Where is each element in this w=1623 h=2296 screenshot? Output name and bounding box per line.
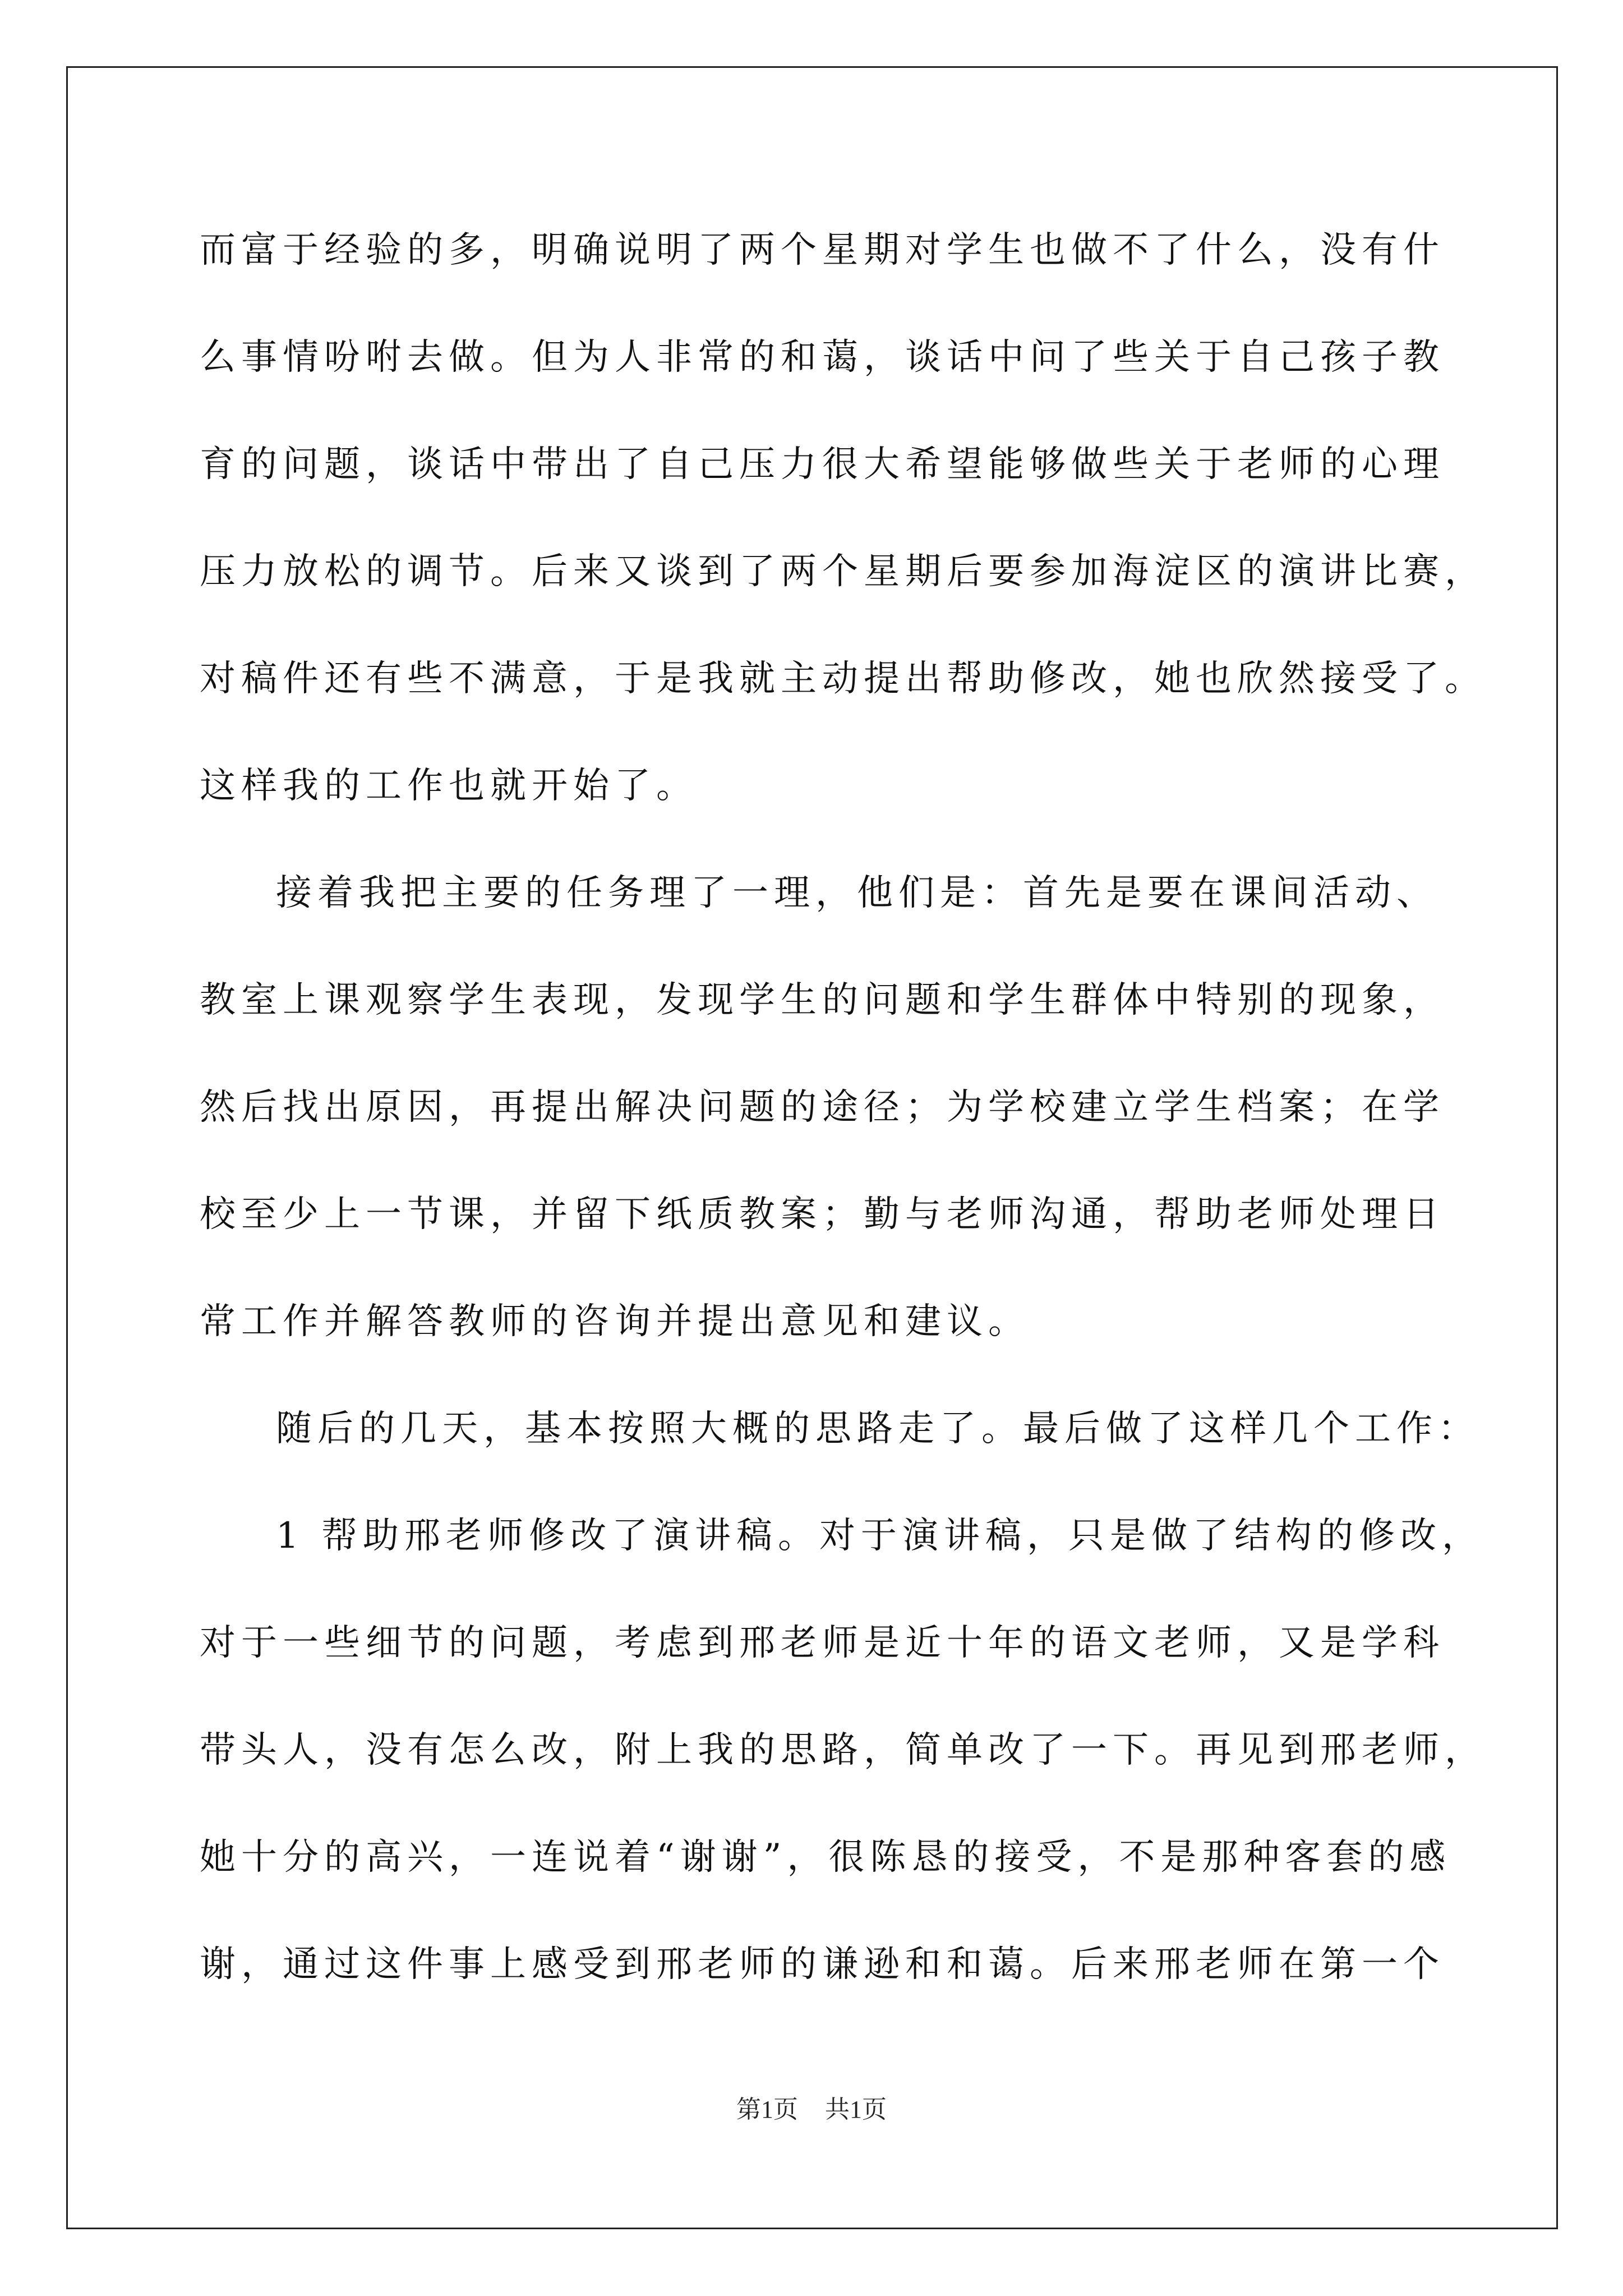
text-line: 对于一些细节的问题，考虑到邢老师是近十年的语文老师，又是学科 xyxy=(200,1622,1445,1664)
text-line: 然后找出原因，再提出解决问题的途径；为学校建立学生档案；在学 xyxy=(200,1087,1445,1128)
text-line: 她十分的高兴，一连说着“谢谢”，很陈恳的接受，不是那种客套的感 xyxy=(200,1837,1451,1878)
text-line: 常工作并解答教师的咨询并提出意见和建议。 xyxy=(200,1301,1030,1342)
text-line: 随后的几天，基本按照大概的思路走了。最后做了这样几个工作： xyxy=(276,1408,1479,1450)
text-line: 育的问题，谈话中带出了自己压力很大希望能够做些关于老师的心理 xyxy=(200,444,1445,485)
page-number: 第1页 xyxy=(736,2096,798,2123)
text-line: 而富于经验的多，明确说明了两个星期对学生也做不了什么，没有什 xyxy=(200,229,1445,271)
page-total: 共1页 xyxy=(825,2096,887,2123)
text-line: 么事情吩咐去做。但为人非常的和蔼，谈话中问了些关于自己孩子教 xyxy=(200,337,1445,378)
text-line: 带头人，没有怎么改，附上我的思路，简单改了一下。再见到邢老师， xyxy=(200,1729,1486,1771)
text-line: 校至少上一节课，并留下纸质教案；勤与老师沟通，帮助老师处理日 xyxy=(200,1194,1445,1235)
text-line: 对稿件还有些不满意，于是我就主动提出帮助修改，她也欣然接受了。 xyxy=(200,658,1486,700)
text-line: 这样我的工作也就开始了。 xyxy=(200,765,698,807)
text-line: 教室上课观察学生表现，发现学生的问题和学生群体中特别的现象， xyxy=(200,979,1445,1021)
text-line: 接着我把主要的任务理了一理，他们是：首先是要在课间活动、 xyxy=(276,872,1438,914)
page-footer xyxy=(0,2095,1623,2124)
text-line: 1 帮助邢老师修改了演讲稿。对于演讲稿，只是做了结构的修改， xyxy=(276,1515,1484,1557)
text-line: 压力放松的调节。后来又谈到了两个星期后要参加海淀区的演讲比赛， xyxy=(200,551,1486,592)
text-line: 谢，通过这件事上感受到邢老师的谦逊和和蔼。后来邢老师在第一个 xyxy=(200,1944,1445,1985)
page-frame xyxy=(66,66,1558,2229)
